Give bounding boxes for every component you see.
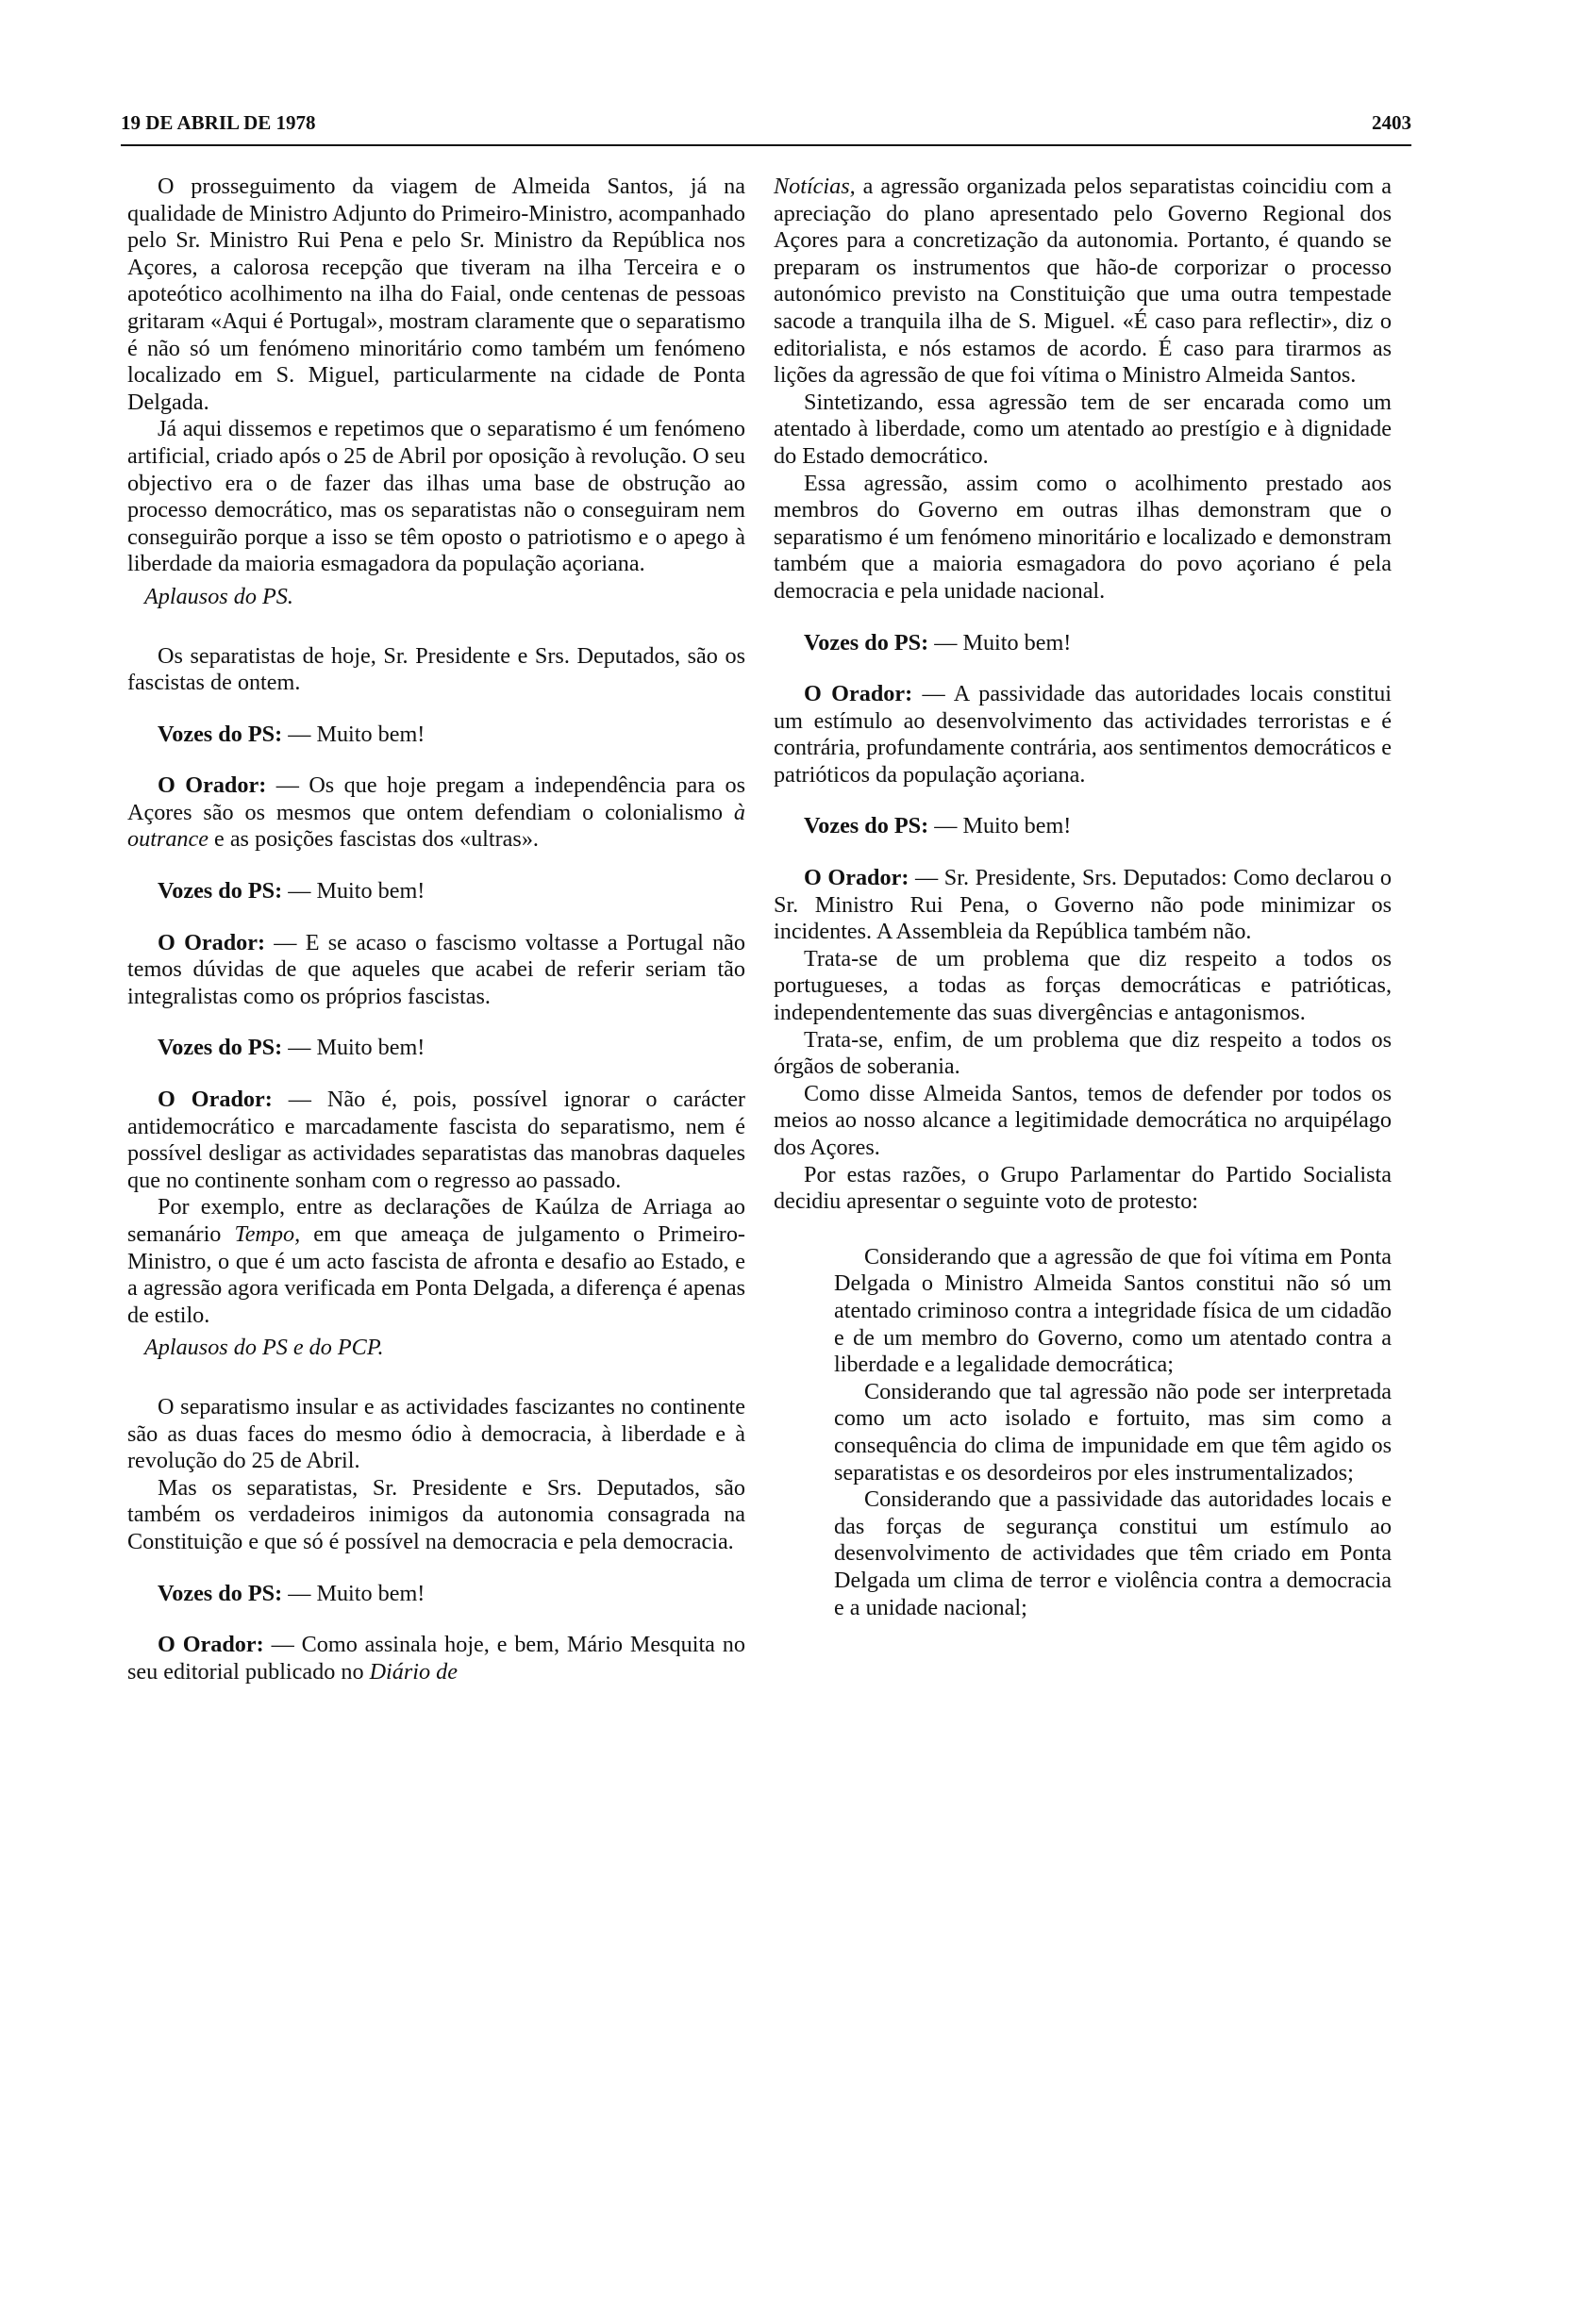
paragraph: Por estas razões, o Grupo Parlamentar do Partido Socialista decidiu apresentar o seguinte voto de protesto: (774, 1161, 1392, 1215)
speech-paragraph (127, 930, 745, 1011)
interjection (774, 813, 1392, 840)
motion-clause: Considerando que a passividade das autoridades locais e das forças de segurança constitui um estímulo ao desenvolvimento de actividades que têm criado em Ponta Delgada um clima de terror e violência contra a democracia e a unidade nacional; (834, 1486, 1392, 1620)
interjection (127, 1035, 745, 1062)
interjection-text: — Muito bem! (928, 629, 1072, 656)
speaker-label: O Orador: (158, 1632, 264, 1658)
interjection-text: — Muito bem! (282, 721, 425, 747)
speaker-label: O Orador: (804, 865, 909, 891)
interjection-text: — Muito bem! (282, 878, 425, 905)
speaker-label: Vozes do PS: (158, 878, 283, 905)
header-date: 19 DE ABRIL DE 1978 (121, 111, 316, 134)
speech-text: — Sr. Presidente, Srs. Deputados: Como declarou o Sr. Ministro Rui Pena, o Governo não pode minimizar os incidentes. A Assembleia da República também não. (774, 865, 1392, 945)
speaker-label: Vozes do PS: (158, 1580, 283, 1606)
text-run: a agressão organizada pelos separatistas coincidiu com a apreciação do plano apresentado pelo Governo Regional dos Açores para a concretização da autonomia. Portanto, é quando se preparam os instrumentos que hão-de corporizar o processo autonómico previsto na Constituição que uma outra tempestade sacode a tranquila ilha de S. Miguel. «É caso para reflectir», diz o editorialista, e nós estamos de acordo. É caso para tirarmos as lições da agressão de que foi vítima o Ministro Almeida Santos. (774, 174, 1392, 389)
speaker-label: O Orador: (158, 1087, 273, 1113)
italic-phrase: à outrance (127, 799, 745, 853)
speaker-label: Vozes do PS: (804, 813, 929, 839)
italic-title: Diário de (369, 1658, 458, 1685)
paragraph: Sintetizando, essa agressão tem de ser encarada como um atentado à liberdade, como um atentado ao prestígio e à dignidade do Estado democrático. (774, 389, 1392, 469)
interjection-text: — Muito bem! (282, 1035, 425, 1061)
paragraph: Trata-se de um problema que diz respeito a todos os portugueses, a todas as forças democráticas e patrióticas, independentemente das suas divergências e antagonismos. (774, 945, 1392, 1026)
speech-paragraph (774, 681, 1392, 788)
speech-paragraph (127, 1087, 745, 1194)
speaker-label: Vozes do PS: (158, 1035, 283, 1061)
text-run: em que ameaça de julgamento o Primeiro-Ministro, o que é um acto fascista de afronta e desafio ao Estado, e a agressão agora verificada em Ponta Delgada, a diferença é apenas de estilo. (127, 1221, 745, 1328)
paragraph: Já aqui dissemos e repetimos que o separatismo é um fenómeno artificial, criado após o 25 de Abril por oposição à revolução. O seu objectivo era o de fazer das ilhas uma base de obstrução ao processo democrático, mas os separatistas não o conseguiram nem conseguirão porque a isso se têm oposto o patriotismo e o apego à liberdade da maioria esmagadora da população açoriana. (127, 416, 745, 577)
left-column (127, 174, 745, 1685)
motion-clause: Considerando que a agressão de que foi vítima em Ponta Delgada o Ministro Almeida Santos constitui não só um atentado criminoso contra a integridade física de um cidadão e de um membro do Governo, como um atentado contra a liberdade e a legalidade democrática; (834, 1243, 1392, 1378)
speaker-label: O Orador: (158, 772, 267, 799)
paragraph: Essa agressão, assim como o acolhimento prestado aos membros do Governo em outras ilhas demonstram que o separatismo é um fenómeno minoritário e localizado e demonstram também que a maioria esmagadora do povo açoriano é pela democracia e pela unidade nacional. (774, 470, 1392, 604)
speech-text: — Como assinala hoje, e bem, Mário Mesquita no seu editorial publicado no (127, 1632, 745, 1685)
interjection (127, 722, 745, 749)
speaker-label: O Orador: (804, 681, 913, 707)
speech-paragraph (127, 772, 745, 854)
speaker-label: O Orador: (158, 929, 266, 955)
interjection (127, 1581, 745, 1608)
interjection (127, 878, 745, 905)
applause-note: Aplausos do PS. (144, 583, 293, 609)
italic-title: Notícias, (774, 174, 856, 199)
paragraph: O separatismo insular e as actividades fascizantes no continente são as duas faces do mesmo ódio à democracia, à liberdade e à revolução do 25 de Abril. (127, 1393, 745, 1474)
motion-clause: Considerando que tal agressão não pode ser interpretada como um acto isolado e fortuito, mas sim como a consequência do clima de impunidade em que têm agido os separatistas e os desordeiros por eles instrumentalizados; (834, 1378, 1392, 1486)
speaker-label: Vozes do PS: (804, 629, 929, 656)
paragraph: Os separatistas de hoje, Sr. Presidente e Srs. Deputados, são os fascistas de ontem. (127, 642, 745, 696)
speech-text: — A passividade das autoridades locais constitui um estímulo ao desenvolvimento das actividades terroristas e é contrária, profundamente contrária, aos sentimentos democráticos e patrióticos da população açoriana. (774, 681, 1392, 788)
interjection-text: — Muito bem! (928, 813, 1072, 839)
speech-text: — E se acaso o fascismo voltasse a Portugal não temos dúvidas de que aqueles que acabei de referir seriam tão integralistas como os próprios fascistas. (127, 929, 745, 1009)
speech-text: e as posições fascistas dos «ultras». (208, 826, 539, 853)
right-column (774, 174, 1392, 1621)
paragraph: Mas os separatistas, Sr. Presidente e Srs. Deputados, são também os verdadeiros inimigos da autonomia consagrada na Constituição e que só é possível na democracia e pela democracia. (127, 1474, 745, 1554)
paragraph (774, 174, 1392, 390)
speech-paragraph (127, 1632, 745, 1685)
speech-text: — Os que hoje pregam a independência para os Açores são os mesmos que ontem defendiam o colonialismo (127, 772, 746, 825)
interjection-text: — Muito bem! (282, 1580, 425, 1606)
speaker-label: Vozes do PS: (158, 721, 283, 747)
speech-text: — Não é, pois, possível ignorar o carácter antidemocrático e marcadamente fascista do separatismo, nem é possível desligar as actividades separatistas das manobras daqueles que no continente sonham com o regresso ao passado. (127, 1087, 745, 1193)
paragraph: O prosseguimento da viagem de Almeida Santos, já na qualidade de Ministro Adjunto do Primeiro-Ministro, acompanhado pelo Sr. Ministro Rui Pena e pelo Sr. Ministro da República nos Açores, a calorosa recepção que tiveram na ilha Terceira e o apoteótico acolhimento na ilha do Faial, onde centenas de pessoas gritaram «Aqui é Portugal», mostram claramente que o separatismo é não só um fenómeno minoritário como também um fenómeno localizado em S. Miguel, particularmente na cidade de Ponta Delgada. (127, 174, 745, 415)
paragraph (127, 1194, 745, 1329)
interjection (774, 630, 1392, 657)
page-number: 2403 (1372, 111, 1411, 134)
paragraph: Como disse Almeida Santos, temos de defender por todos os meios ao nosso alcance a legitimidade democrática no arquipélago dos Açores. (774, 1080, 1392, 1160)
paragraph: Trata-se, enfim, de um problema que diz respeito a todos os órgãos de soberania. (774, 1026, 1392, 1080)
page-header (121, 111, 1411, 140)
italic-title: Tempo, (234, 1221, 301, 1247)
applause-note: Aplausos do PS e do PCP. (144, 1335, 384, 1361)
header-rule (121, 144, 1411, 146)
text-run: Por exemplo, entre as declarações de Kaúlza de Arriaga ao semanário (127, 1194, 745, 1247)
speech-paragraph (774, 865, 1392, 946)
